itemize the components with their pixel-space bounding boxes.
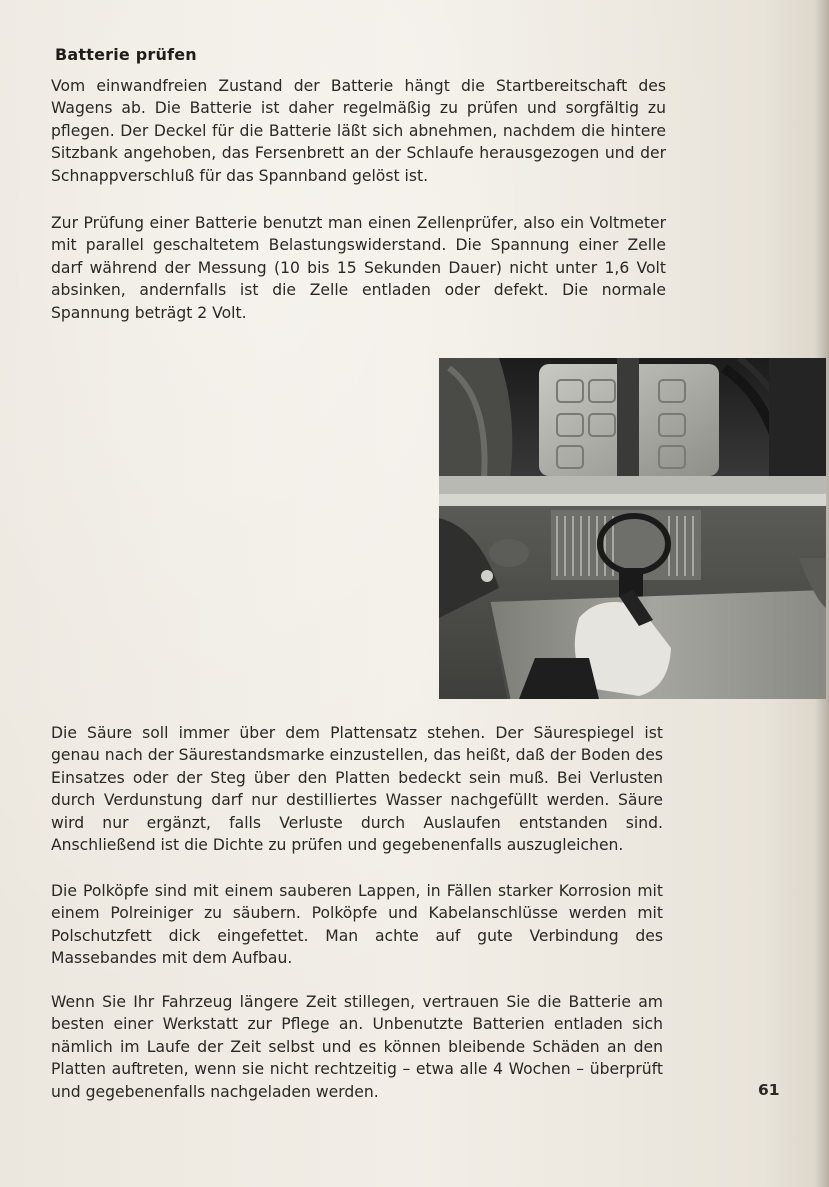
paragraph-acid: Die Säure soll immer über dem Plattensatz stehen. Der Säurespiegel ist genau nach der Säurestandsmarke einzustellen, das heißt, daß der Boden des Einsatzes oder der Steg über den Platten bedeckt sein muß. Bei Verlusten durch Verdunstung darf nur destilliertes Wasser nachgefüllt werden. Säure wird nur ergänzt, falls Verluste durch Auslaufen entstanden sind. Anschließend ist die Dichte zu prüfen und gegebenenfalls auszugleichen. xyxy=(51,724,663,855)
section-heading: Batterie prüfen xyxy=(55,45,197,64)
paragraph-terminals: Die Polköpfe sind mit einem sauberen Lappen, in Fällen starker Korrosion mit einem Polreiniger zu säubern. Polköpfe und Kabelanschlüsse werden mit Polschutzfett dick eingefettet. Man achte auf gute Verbindung des Massebandes mit dem Aufbau. xyxy=(51,882,663,968)
paragraph-intro: Vom einwandfreien Zustand der Batterie hängt die Startbereitschaft des Wagens ab. Die Batterie ist daher regelmäßig zu prüfen und sorgfältig zu pflegen. Der Deckel für die Batterie läßt sich abnehmen, nachdem die hintere Sitzbank angehoben, das Fersenbrett an der Schlaufe herausgezogen und der Schnappverschluß für das Spannband gelöst ist. xyxy=(51,77,666,185)
paragraph-storage: Wenn Sie Ihr Fahrzeug längere Zeit stillegen, vertrauen Sie die Batterie am besten einer Werkstatt zur Pflege an. Unbenutzte Batterien entladen sich nämlich im Laufe der Zeit selbst und es können bleibende Schäden an den Platten auftreten, wenn sie nicht rechtzeitig – etwa alle 4 Wochen – überprüft und gegebenenfalls nachgeladen werden. xyxy=(51,993,663,1101)
paragraph-voltage: Zur Prüfung einer Batterie benutzt man einen Zellenprüfer, also ein Voltmeter mit parallel geschaltetem Belastungswiderstand. Die Spannung einer Zelle darf während der Messung (10 bis 15 Sekunden Dauer) nicht unter 1,6 Volt absinken, andernfalls ist die Zelle entladen oder defekt. Die normale Spannung beträgt 2 Volt. xyxy=(51,214,666,322)
page-number: 61 xyxy=(758,1081,780,1099)
battery-photo xyxy=(439,358,826,699)
